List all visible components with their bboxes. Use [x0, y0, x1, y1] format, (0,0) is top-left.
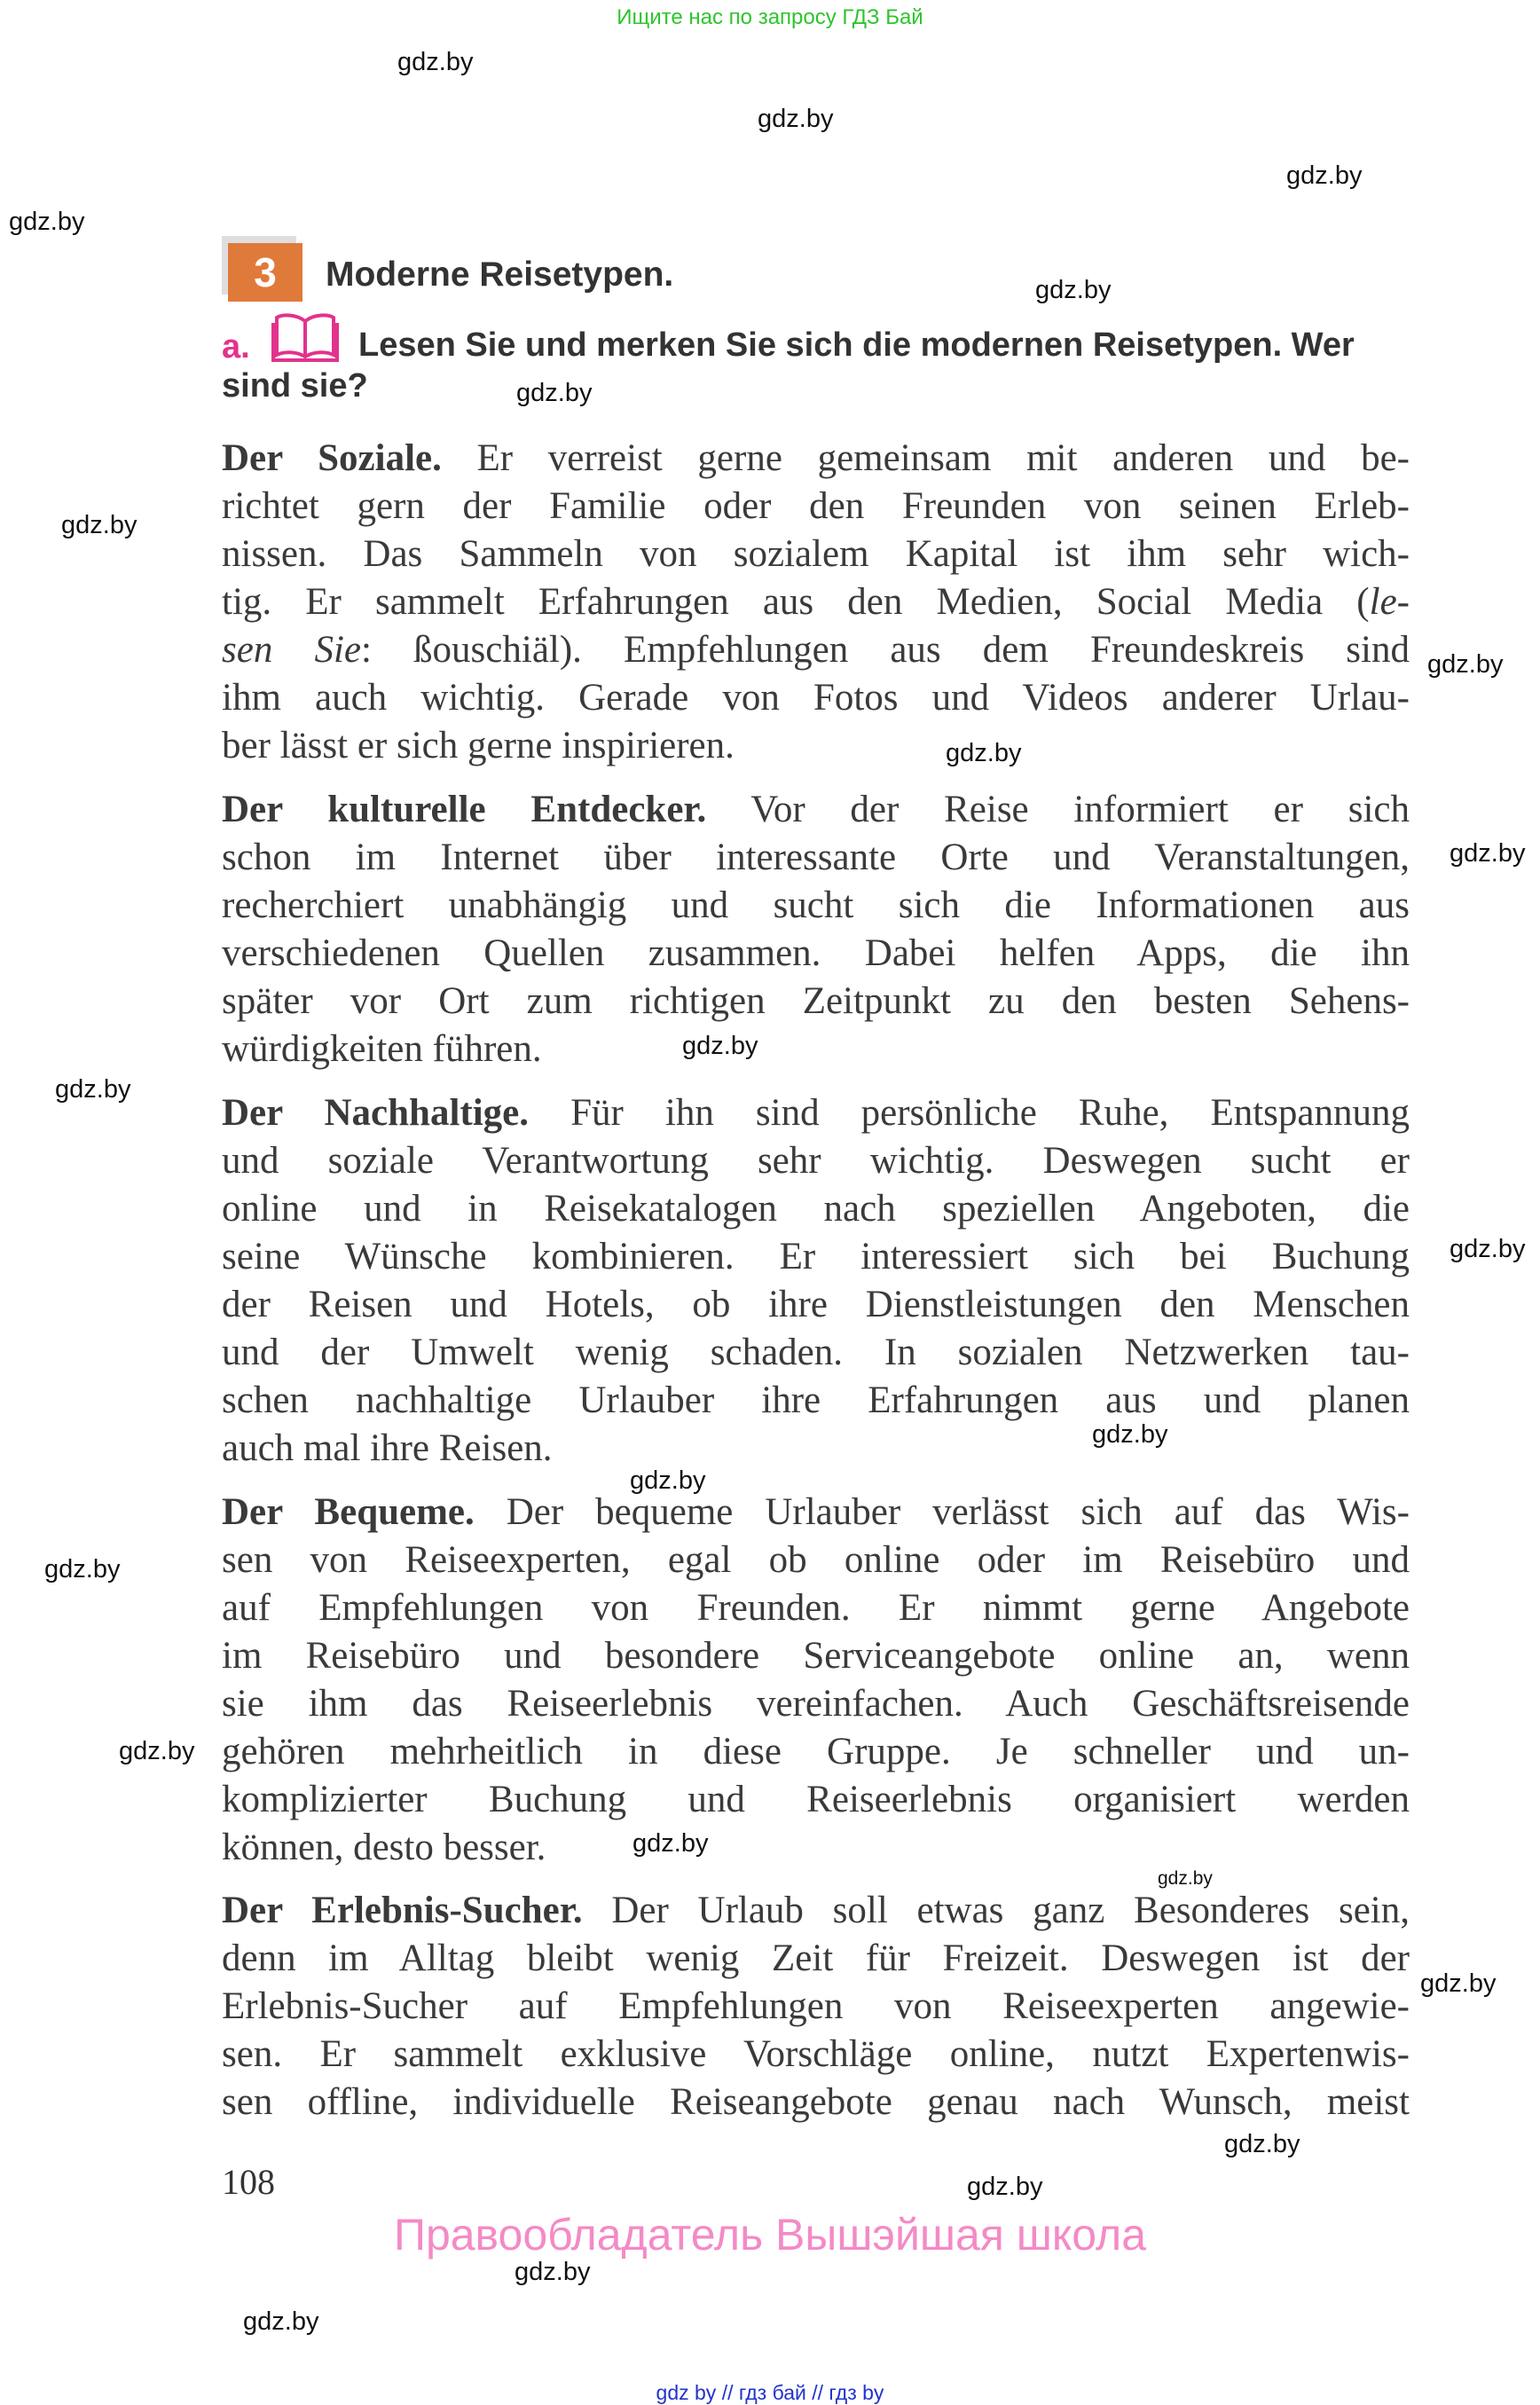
text-line: [222, 1776, 1410, 1824]
text-segment: : ßouschiäl). Empfehlungen aus dem Freundeskreis sind: [360, 629, 1410, 671]
text-segment: ihm auch wichtig. Gerade von Fotos und Videos anderer Urlau-: [222, 677, 1410, 719]
text-line: [222, 626, 1410, 674]
text-line: [222, 531, 1410, 578]
watermark: gdz.by: [632, 1829, 709, 1858]
paragraph: [222, 435, 1410, 770]
text-segment: und der Umwelt wenig schaden. In sozialen Netzwerken tau-: [222, 1332, 1410, 1373]
text-segment: Erlebnis-Sucher auf Empfehlungen von Reiseexperten angewie-: [222, 1985, 1410, 2027]
text-line: [222, 674, 1410, 722]
text-segment: online und in Reisekatalogen nach speziellen Angeboten, die: [222, 1188, 1410, 1230]
text-line: [222, 978, 1410, 1026]
rights-holder: Правообладатель Вышэйшая школа: [394, 2210, 1146, 2260]
watermark: gdz.by: [1286, 161, 1363, 190]
text-line: [222, 722, 1410, 770]
page-number: 108: [222, 2162, 275, 2202]
watermark: gdz.by: [946, 739, 1022, 767]
text-line: [222, 1377, 1410, 1425]
text-line: [222, 1026, 1410, 1073]
text-segment: Der Urlaub soll etwas ganz Besonderes sein,: [582, 1890, 1410, 1931]
text-line: [222, 1089, 1410, 1137]
text-segment: sen. Er sammelt exklusive Vorschläge online, nutzt Expertenwis-: [222, 2033, 1410, 2075]
paragraph: [222, 1089, 1410, 1473]
text-segment: im Reisebüro und besondere Serviceangebote online an, wenn: [222, 1635, 1410, 1677]
task-instruction: Lesen Sie und merken Sie sich die modernen Reisetypen. Wer sind sie?: [222, 326, 1355, 405]
text-line: [222, 1728, 1410, 1776]
text-line: [222, 1425, 1410, 1473]
paragraph: [222, 1887, 1410, 2126]
watermark: gdz.by: [682, 1032, 758, 1060]
text-segment: sen offline, individuelle Reiseangebote genau nach Wunsch, meist: [222, 2081, 1410, 2123]
watermark: gdz.by: [516, 379, 593, 407]
reisetyp-name: Der Soziale.: [222, 437, 442, 479]
text-segment: sen Sie: [222, 629, 361, 671]
watermark: gdz.by: [243, 2307, 319, 2336]
watermark: gdz.by: [515, 2258, 591, 2286]
text-segment: schon im Internet über interessante Orte und Veranstaltungen,: [222, 837, 1410, 878]
search-hint: Ищите нас по запросу ГДЗ Бай: [617, 5, 923, 29]
watermark: gdz.by: [1450, 839, 1526, 868]
text-segment: tig. Er sammelt Erfahrungen aus den Medien, Social Media (: [222, 581, 1370, 623]
watermark: gdz.by: [630, 1466, 706, 1495]
text-line: [222, 1329, 1410, 1377]
text-segment: denn im Alltag bleibt wenig Zeit für Freizeit. Deswegen ist der: [222, 1937, 1410, 1979]
text-line: [222, 1233, 1410, 1281]
reisetyp-name: Der kulturelle Entdecker.: [222, 789, 707, 830]
text-segment: auch mal ihre Reisen.: [222, 1427, 553, 1469]
text-segment: Er verreist gerne gemeinsam mit anderen und be-: [441, 437, 1410, 479]
text-segment: nissen. Das Sammeln von sozialem Kapital ist ihm sehr wich-: [222, 533, 1410, 575]
text-line: [222, 1489, 1410, 1537]
text-line: [222, 1584, 1410, 1632]
text-line: [222, 1632, 1410, 1680]
watermark: gdz.by: [9, 208, 85, 236]
text-segment: ber lässt er sich gerne inspirieren.: [222, 725, 735, 766]
reisetyp-name: Der Nachhaltige.: [222, 1092, 530, 1134]
text-line: [222, 1185, 1410, 1233]
text-segment: richtet gern der Familie oder den Freunden von seinen Erleb-: [222, 485, 1410, 527]
text-segment: recherchiert unabhängig und sucht sich die Informationen aus: [222, 884, 1410, 926]
text-segment: seine Wünsche kombinieren. Er interessiert sich bei Buchung: [222, 1236, 1410, 1277]
text-segment: und soziale Verantwortung sehr wichtig. Deswegen sucht er: [222, 1140, 1410, 1182]
watermark: gdz.by: [1035, 276, 1112, 304]
watermark: gdz.by: [1158, 1868, 1213, 1889]
watermark: gdz.by: [967, 2173, 1043, 2201]
text-line: [222, 786, 1410, 834]
watermark: gdz.by: [1450, 1235, 1526, 1263]
text-segment: der Reisen und Hotels, ob ihre Dienstleistungen den Menschen: [222, 1284, 1410, 1325]
text-line: [222, 2031, 1410, 2079]
watermark: gdz.by: [397, 48, 474, 76]
watermark: gdz.by: [1427, 650, 1504, 679]
text-segment: gehören mehrheitlich in diese Gruppe. Je schneller und un-: [222, 1731, 1410, 1772]
text-line: [222, 1887, 1410, 1935]
text-line: [222, 930, 1410, 978]
task-letter: a.: [222, 328, 250, 365]
reisetyp-name: Der Bequeme.: [222, 1491, 475, 1533]
watermark: gdz.by: [55, 1075, 131, 1104]
text-line: [222, 1680, 1410, 1728]
text-segment: sie ihm das Reiseerlebnis vereinfachen. Auch Geschäftsreisende: [222, 1683, 1410, 1725]
text-line: [222, 483, 1410, 531]
paragraph: [222, 1489, 1410, 1872]
watermark: gdz.by: [119, 1737, 195, 1765]
text-segment: komplizierter Buchung und Reiseerlebnis organisiert werden: [222, 1779, 1410, 1820]
text-line: [222, 435, 1410, 483]
watermark: gdz.by: [1420, 1969, 1497, 1998]
text-line: [222, 834, 1410, 882]
exercise-title: Moderne Reisetypen.: [326, 255, 674, 294]
text-line: [222, 1935, 1410, 1983]
text-line: [222, 578, 1410, 626]
text-segment: le-: [1369, 581, 1410, 623]
text-line: [222, 1537, 1410, 1584]
text-segment: auf Empfehlungen von Freunden. Er nimmt gerne Angebote: [222, 1587, 1410, 1629]
text-line: [222, 2079, 1410, 2126]
text-segment: verschiedenen Quellen zusammen. Dabei helfen Apps, die ihn: [222, 932, 1410, 974]
text-segment: Der bequeme Urlauber verlässt sich auf das Wis-: [474, 1491, 1410, 1533]
text-segment: Vor der Reise informiert er sich: [706, 789, 1410, 830]
watermark: gdz.by: [61, 511, 138, 539]
text-segment: sen von Reiseexperten, egal ob online oder im Reisebüro und: [222, 1539, 1410, 1581]
text-line: [222, 1824, 1410, 1872]
book-icon: [271, 312, 339, 364]
watermark: gdz.by: [758, 105, 834, 133]
text-line: [222, 882, 1410, 930]
paragraph: [222, 786, 1410, 1073]
exercise-number-badge: 3: [228, 243, 302, 302]
text-segment: schen nachhaltige Urlauber ihre Erfahrungen aus und planen: [222, 1379, 1410, 1421]
text-line: [222, 1983, 1410, 2031]
footer-links[interactable]: gdz by // гдз бай // гдз by: [656, 2381, 884, 2404]
text-line: [222, 1281, 1410, 1329]
watermark: gdz.by: [1092, 1420, 1168, 1449]
text-segment: würdigkeiten führen.: [222, 1028, 542, 1070]
reisetyp-name: Der Erlebnis-Sucher.: [222, 1890, 583, 1931]
watermark: gdz.by: [1224, 2130, 1300, 2158]
text-segment: später vor Ort zum richtigen Zeitpunkt zu den besten Sehens-: [222, 980, 1410, 1022]
text-segment: Für ihn sind persönliche Ruhe, Entspannung: [529, 1092, 1410, 1134]
text-line: [222, 1137, 1410, 1185]
watermark: gdz.by: [44, 1555, 121, 1584]
text-segment: können, desto besser.: [222, 1827, 546, 1868]
